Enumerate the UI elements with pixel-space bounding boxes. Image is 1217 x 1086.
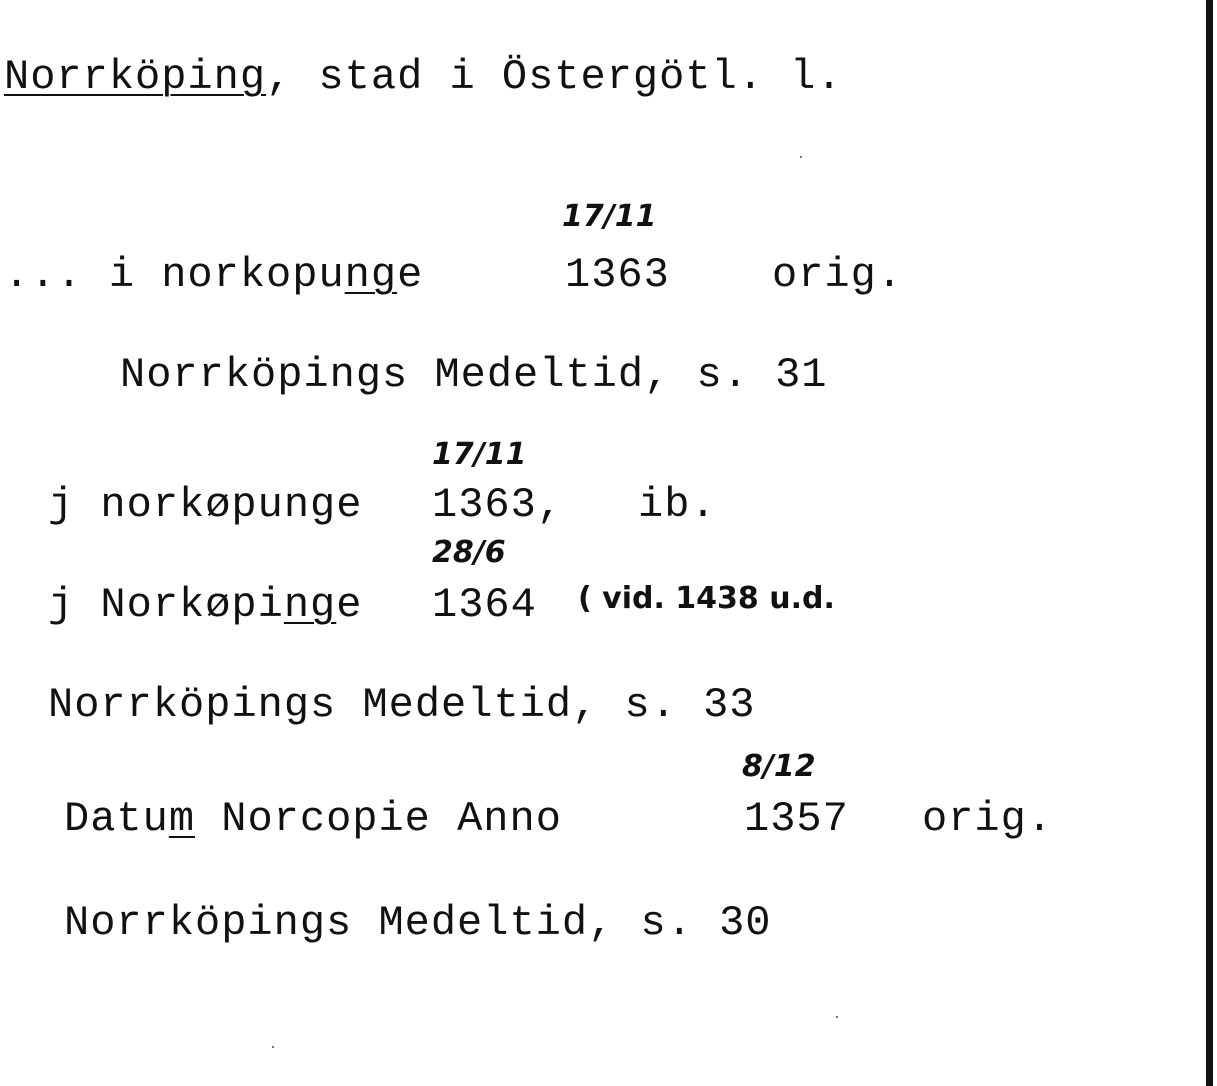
entry-tag: orig. <box>772 251 904 299</box>
entry-tag: ib. <box>638 481 717 529</box>
underlined-letters: m <box>168 795 196 843</box>
place-name: Norrköping <box>4 53 267 101</box>
entry-text: ... i norkopunge <box>4 251 424 299</box>
scan-speck <box>272 1046 274 1048</box>
entry-year: 1364 <box>432 581 537 629</box>
scan-speck <box>836 1016 838 1018</box>
date-annotation: 28/6 <box>432 535 506 570</box>
card-title <box>4 53 843 101</box>
entry-year: 1363 <box>565 251 670 299</box>
underlined-letters: ng <box>283 581 337 629</box>
scan-speck <box>800 156 802 158</box>
entry-text: Datum Norcopie Anno <box>64 795 562 843</box>
underlined-letters: ng <box>344 251 398 299</box>
date-annotation: 8/12 <box>742 749 816 784</box>
entry-text: j Norkøpinge <box>48 581 363 629</box>
entry-year: 1363, <box>432 481 564 529</box>
entry-year: 1357 <box>744 795 849 843</box>
date-annotation: 17/11 <box>562 199 657 234</box>
entry-text: j norkøpunge <box>48 481 363 529</box>
source-reference: Norrköpings Medeltid, s. 33 <box>48 681 756 729</box>
entry-tag: orig. <box>922 795 1054 843</box>
date-annotation: 17/11 <box>432 437 527 472</box>
card-edge <box>1206 0 1213 1086</box>
handwritten-note: ( vid. 1438 u.d. <box>578 581 835 616</box>
source-reference: Norrköpings Medeltid, s. 30 <box>64 899 772 947</box>
source-reference: Norrköpings Medeltid, s. 31 <box>120 351 828 399</box>
place-description: , stad i Östergötl. l. <box>266 53 843 101</box>
